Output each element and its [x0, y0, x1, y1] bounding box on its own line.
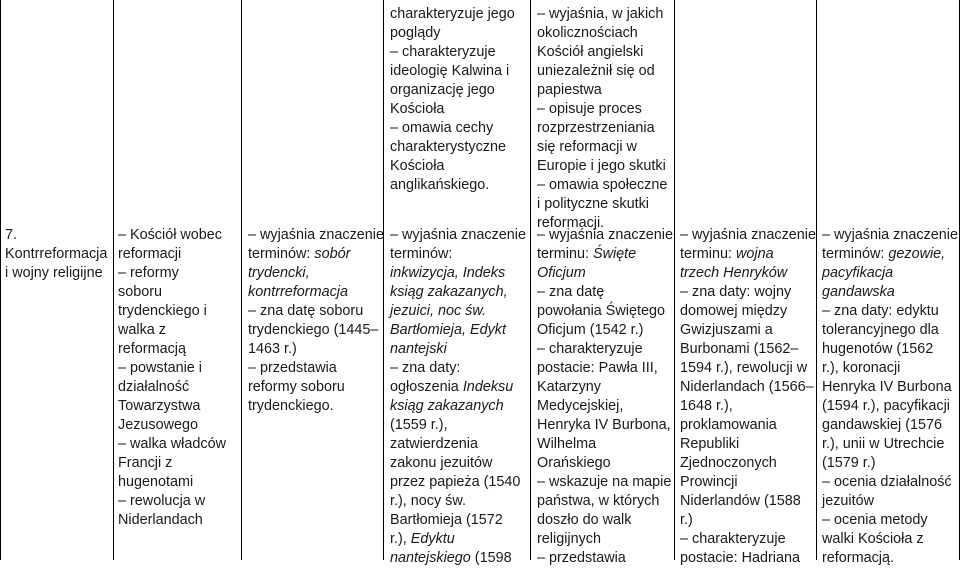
cell-line — [680, 435, 816, 454]
text-run: r.), nocy św. — [390, 493, 466, 509]
cell-line — [118, 435, 226, 454]
text-run: – ocenia działalność — [822, 474, 952, 490]
cell-line — [537, 226, 673, 245]
cell-line — [390, 549, 526, 568]
text-run: (1594 r.), pacyfikacji — [822, 398, 950, 414]
cell-line — [537, 119, 667, 138]
cell-line — [822, 302, 958, 321]
text-run: – rewolucja w — [118, 493, 206, 509]
cell-line — [248, 359, 384, 378]
cell-line — [390, 5, 515, 24]
text-run: trydenckiego. — [248, 398, 334, 414]
cell-line — [390, 100, 515, 119]
cell-line — [680, 549, 816, 568]
text-run: i wojny religijne — [5, 265, 103, 281]
text-run: hugenotami — [118, 474, 194, 490]
cell-line — [248, 245, 384, 264]
text-run: tolerancyjnego dla — [822, 322, 939, 338]
text-run: nantejski — [390, 341, 447, 357]
text-run: – wyjaśnia znaczenie — [680, 227, 816, 243]
text-run: soboru — [118, 284, 163, 300]
text-run: r.), — [390, 531, 411, 547]
text-run: się reformacji w — [537, 139, 637, 155]
text-run: terminów: — [390, 246, 453, 262]
text-run: trydenckiego (1445– — [248, 322, 379, 338]
text-run: r.) — [680, 512, 693, 528]
text-run: – charakteryzuje — [680, 531, 786, 547]
text-run: ksiąg zakazanych, — [390, 284, 508, 300]
cell-line — [537, 549, 673, 568]
text-run: kontrreformacja — [248, 284, 348, 300]
text-run: reformy soboru — [248, 379, 345, 395]
cell-line — [822, 416, 958, 435]
column-divider — [530, 0, 531, 560]
cell-line — [248, 321, 384, 340]
cell-line — [822, 397, 958, 416]
cell-line — [248, 340, 384, 359]
cell-line — [118, 454, 226, 473]
cell-line — [680, 302, 816, 321]
text-run: reformacji. — [537, 215, 605, 231]
text-run: – zna daty: — [390, 360, 461, 376]
cell-line — [390, 119, 515, 138]
text-run: doszło do walk — [537, 512, 632, 528]
text-run: trydencki, — [248, 265, 310, 281]
cell-line — [822, 378, 958, 397]
text-run: Indeksu — [462, 379, 514, 395]
cell-line — [680, 340, 816, 359]
text-run: terminu: — [680, 246, 736, 262]
cell-line — [680, 454, 816, 473]
text-run: wojna — [735, 246, 774, 262]
requirements-very-good-cell — [680, 226, 816, 568]
cell-line — [537, 157, 667, 176]
text-run: Zjednoczonych — [680, 455, 777, 471]
cell-line — [537, 62, 667, 81]
cell-line — [822, 321, 958, 340]
cell-line — [390, 511, 526, 530]
cell-line — [118, 340, 226, 359]
cell-line — [537, 283, 673, 302]
cell-line — [390, 138, 515, 157]
text-run: papiestwa — [537, 82, 602, 98]
text-run: Kościół angielski — [537, 44, 644, 60]
cell-line — [390, 176, 515, 195]
text-run: zakonu jezuitów — [390, 455, 493, 471]
cell-line — [822, 530, 958, 549]
requirements-sufficient-cell — [390, 226, 526, 568]
column-divider — [241, 0, 242, 560]
cell-line — [537, 340, 673, 359]
text-run: działalność — [118, 379, 190, 395]
text-run: organizację jego — [390, 82, 495, 98]
text-run: reformacją — [118, 341, 186, 357]
cell-line — [248, 378, 384, 397]
cell-line — [390, 473, 526, 492]
cell-line — [390, 378, 526, 397]
cell-line — [537, 492, 673, 511]
cell-line — [390, 321, 526, 340]
text-run: – omawia społeczne — [537, 177, 668, 193]
cell-line — [537, 302, 673, 321]
cell-line — [680, 530, 816, 549]
text-run: proklamowania — [680, 417, 777, 433]
text-run: trydenckiego i — [118, 303, 207, 319]
cell-line — [118, 359, 226, 378]
cell-line — [680, 378, 816, 397]
text-run: rozprzestrzeniania — [537, 120, 655, 136]
cell-line — [680, 226, 816, 245]
text-run: Niderlandach — [118, 512, 203, 528]
cell-line — [822, 492, 958, 511]
cell-line — [822, 226, 958, 245]
text-run: jezuici, noc św. — [390, 303, 486, 319]
cell-line — [390, 397, 526, 416]
cell-line — [680, 321, 816, 340]
cell-line — [537, 100, 667, 119]
cell-line — [537, 416, 673, 435]
cell-line — [118, 245, 226, 264]
cell-line — [390, 264, 526, 283]
text-run: – przedstawia — [537, 550, 626, 566]
cell-line — [390, 283, 526, 302]
text-run: trzech Henryków — [680, 265, 788, 281]
text-run: walka z — [118, 322, 166, 338]
text-run: 1594 r.), rewolucji w — [680, 360, 808, 376]
cell-line — [390, 359, 526, 378]
text-run: reformacji — [118, 246, 182, 262]
text-run: Bartłomieja (1572 — [390, 512, 503, 528]
text-run: – powstanie i — [118, 360, 202, 376]
cell-line — [680, 359, 816, 378]
cell-line — [537, 397, 673, 416]
cell-line — [822, 264, 958, 283]
text-run: powołania Świętego — [537, 303, 666, 319]
cell-line — [680, 416, 816, 435]
table-border — [0, 0, 1, 560]
text-run: Bartłomieja, Edykt — [390, 322, 506, 338]
text-run: – przedstawia — [248, 360, 337, 376]
cell-line — [248, 226, 384, 245]
cell-line — [118, 264, 226, 283]
cell-line — [537, 511, 673, 530]
text-run: – wyjaśnia znaczenie — [822, 227, 958, 243]
text-run: postacie: Pawła III, — [537, 360, 658, 376]
cell-line — [118, 302, 226, 321]
text-run: charakteryzuje jego — [390, 6, 515, 22]
text-run: walki Kościoła z — [822, 531, 924, 547]
cell-line — [822, 454, 958, 473]
text-run: terminu: — [537, 246, 593, 262]
text-run: Niderlandów (1588 — [680, 493, 801, 509]
lesson-content-cell — [118, 226, 226, 530]
cell-line — [390, 492, 526, 511]
text-run: – zna datę — [537, 284, 605, 300]
cell-line — [248, 302, 384, 321]
text-run: sobór — [314, 246, 351, 262]
cell-line — [537, 359, 673, 378]
cell-line — [537, 24, 667, 43]
text-run: – ocenia metody — [822, 512, 928, 528]
cell-line — [5, 226, 107, 245]
text-run: ogłoszenia — [390, 379, 463, 395]
text-run: Oficjum — [537, 265, 586, 281]
text-run: Europie i jego skutki — [537, 158, 666, 174]
text-run: i polityczne skutki — [537, 196, 649, 212]
requirements-excellent-cell — [822, 226, 958, 568]
cell-line — [118, 492, 226, 511]
text-run: pacyfikacja — [822, 265, 894, 281]
cell-line — [680, 473, 816, 492]
text-run: – wskazuje na mapie — [537, 474, 672, 490]
cell-line — [537, 81, 667, 100]
text-run: – zna datę soboru — [248, 303, 364, 319]
cell-line — [248, 397, 384, 416]
text-run: anglikańskiego. — [390, 177, 490, 193]
text-run: Henryka IV Burbona — [822, 379, 952, 395]
text-run: Wilhelma — [537, 436, 597, 452]
cell-line — [537, 473, 673, 492]
cell-line — [537, 530, 673, 549]
text-run: – wyjaśnia, w jakich — [537, 6, 664, 22]
text-run: terminów: — [822, 246, 889, 262]
text-run: – reformy — [118, 265, 179, 281]
text-run: 7. — [5, 227, 18, 243]
text-run: gandawska — [822, 284, 895, 300]
cell-line — [390, 340, 526, 359]
cell-line — [822, 359, 958, 378]
cell-line — [248, 264, 384, 283]
text-run: inkwizycja, Indeks — [390, 265, 506, 281]
cell-line — [390, 226, 526, 245]
cell-line — [118, 397, 226, 416]
cell-line — [822, 473, 958, 492]
text-run: – opisuje proces — [537, 101, 642, 117]
text-run: gandawskiej (1576 — [822, 417, 943, 433]
cell-line — [118, 283, 226, 302]
text-run: państwa, w których — [537, 493, 660, 509]
cell-line — [390, 81, 515, 100]
text-run: okolicznościach — [537, 25, 638, 41]
text-run: Gwizjuszami a — [680, 322, 773, 338]
text-run: domowej między — [680, 303, 788, 319]
text-run: – zna daty: edyktu — [822, 303, 939, 319]
cell-line — [390, 530, 526, 549]
cell-line — [390, 435, 526, 454]
cell-line — [537, 176, 667, 195]
text-run: jezuitów — [822, 493, 874, 509]
text-run: (1598 — [470, 550, 512, 566]
text-run: charakterystyczne — [390, 139, 506, 155]
cell-line — [537, 454, 673, 473]
cell-line — [537, 138, 667, 157]
cell-line — [680, 492, 816, 511]
cell-line — [680, 511, 816, 530]
cell-line — [537, 435, 673, 454]
text-run: (1579 r.) — [822, 455, 876, 471]
text-run: Katarzyny — [537, 379, 601, 395]
text-run: – charakteryzuje — [537, 341, 643, 357]
text-run: ksiąg zakazanych — [390, 398, 504, 414]
text-run: 1648 r.), — [680, 398, 733, 414]
cell-line — [248, 283, 384, 302]
cell-line — [118, 473, 226, 492]
text-run: poglądy — [390, 25, 441, 41]
text-run: – Kościół wobec — [118, 227, 222, 243]
cell-line — [822, 435, 958, 454]
column-divider — [816, 0, 817, 560]
cell-line — [390, 454, 526, 473]
text-run: Towarzystwa — [118, 398, 201, 414]
cell-line — [822, 245, 958, 264]
cell-line — [537, 195, 667, 214]
text-run: Kościoła — [390, 158, 445, 174]
text-run: Kościoła — [390, 101, 445, 117]
cell-line — [680, 397, 816, 416]
text-run: Medycejskiej, — [537, 398, 624, 414]
text-run: r.), koronacji — [822, 360, 901, 376]
cell-line — [390, 62, 515, 81]
text-run: Francji z — [118, 455, 173, 471]
cell-line — [680, 283, 816, 302]
cell-line — [118, 511, 226, 530]
text-run: Edyktu — [410, 531, 455, 547]
cell-line — [680, 264, 816, 283]
requirements-good-cell — [537, 226, 673, 568]
cell-line — [537, 245, 673, 264]
cell-line — [537, 321, 673, 340]
text-run: – wyjaśnia znaczenie — [537, 227, 673, 243]
text-run: nantejskiego — [390, 550, 471, 566]
text-run: Kontrreformacja — [5, 246, 108, 262]
lesson-topic-cell — [5, 226, 107, 283]
cell-line — [822, 511, 958, 530]
text-run: uniezależnił się od — [537, 63, 655, 79]
requirements-good-cell-prev — [537, 5, 667, 233]
cell-line — [537, 43, 667, 62]
requirements-basic-cell — [248, 226, 384, 416]
requirements-sufficient-cell-prev — [390, 5, 515, 195]
text-run: Niderlandach (1566– — [680, 379, 814, 395]
cell-line — [118, 378, 226, 397]
text-run: Republiki — [680, 436, 740, 452]
cell-line — [390, 302, 526, 321]
text-run: Henryka IV Burbona, — [537, 417, 671, 433]
cell-line — [390, 157, 515, 176]
column-divider — [674, 0, 675, 560]
cell-line — [537, 378, 673, 397]
text-run: postacie: Hadriana — [680, 550, 800, 566]
cell-line — [390, 245, 526, 264]
text-run: Jezusowego — [118, 417, 198, 433]
text-run: Święte — [592, 246, 637, 262]
cell-line — [822, 549, 958, 568]
text-run: religijnych — [537, 531, 601, 547]
cell-line — [822, 340, 958, 359]
cell-line — [390, 24, 515, 43]
text-run: Oficjum (1542 r.) — [537, 322, 644, 338]
text-run: 1463 r.) — [248, 341, 297, 357]
cell-line — [118, 226, 226, 245]
text-run: przez papieża (1540 — [390, 474, 521, 490]
text-run: Orańskiego — [537, 455, 611, 471]
cell-line — [390, 43, 515, 62]
text-run: – omawia cechy — [390, 120, 494, 136]
cell-line — [537, 5, 667, 24]
column-divider — [113, 0, 114, 560]
text-run: (1559 r.), — [390, 417, 448, 433]
cell-line — [680, 245, 816, 264]
text-run: – wyjaśnia znaczenie — [248, 227, 384, 243]
text-run: zatwierdzenia — [390, 436, 478, 452]
text-run: – walka władców — [118, 436, 226, 452]
cell-line — [537, 264, 673, 283]
text-run: r.), unii w Utrechcie — [822, 436, 945, 452]
cell-line — [822, 283, 958, 302]
text-run: gezowie, — [888, 246, 946, 262]
text-run: – zna daty: wojny — [680, 284, 792, 300]
text-run: hugenotów (1562 — [822, 341, 934, 357]
cell-line — [390, 416, 526, 435]
text-run: terminów: — [248, 246, 315, 262]
text-run: ideologię Kalwina i — [390, 63, 510, 79]
text-run: reformacją. — [822, 550, 894, 566]
cell-line — [5, 264, 107, 283]
text-run: – charakteryzuje — [390, 44, 496, 60]
cell-line — [118, 321, 226, 340]
cell-line — [5, 245, 107, 264]
text-run: Prowincji — [680, 474, 738, 490]
cell-line — [118, 416, 226, 435]
text-run: – wyjaśnia znaczenie — [390, 227, 526, 243]
text-run: Burbonami (1562– — [680, 341, 799, 357]
